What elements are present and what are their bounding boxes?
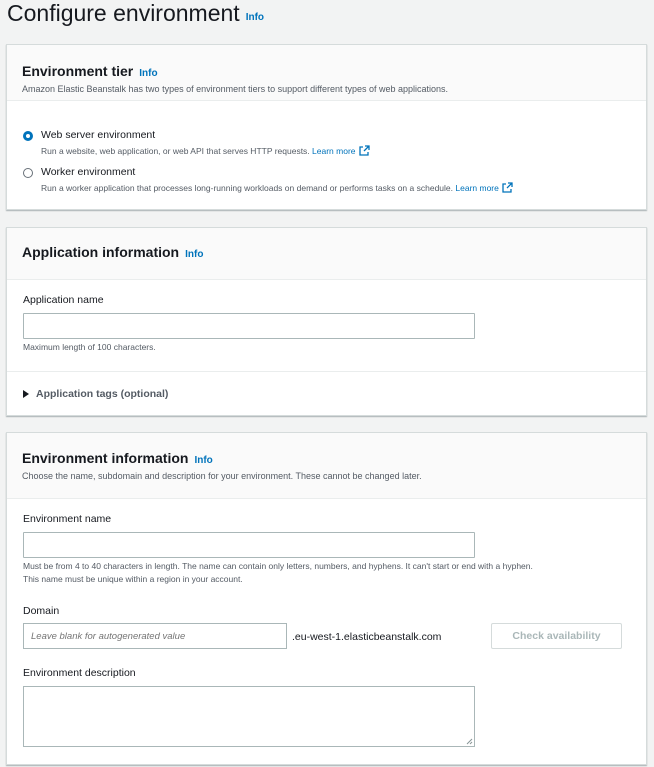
web-server-label: Web server environment: [41, 129, 156, 141]
page-info-link[interactable]: Info: [245, 12, 265, 23]
application-info-divider: [7, 371, 646, 372]
environment-info-description: Choose the name, subdomain and description for your environment. These cannot be changed later.: [22, 471, 422, 481]
worker-option[interactable]: [23, 166, 513, 193]
environment-info-header: [7, 433, 646, 499]
environment-tier-description: Amazon Elastic Beanstalk has two types of environment tiers to support different types of web applications.: [22, 84, 449, 94]
web-server-option[interactable]: [23, 129, 370, 156]
environment-name-hint: [23, 560, 633, 586]
environment-description-textarea[interactable]: [23, 686, 475, 747]
environment-tier-info-link[interactable]: Info: [139, 68, 158, 79]
external-link-icon: [502, 182, 513, 193]
application-info-title: Application information: [22, 244, 180, 260]
page-title: [7, 0, 264, 27]
environment-name-input[interactable]: [23, 532, 475, 558]
resize-grip-icon[interactable]: [466, 738, 473, 745]
worker-label: Worker environment: [41, 166, 136, 178]
environment-info-panel: [6, 432, 647, 765]
application-name-hint: Maximum length of 100 characters.: [23, 342, 156, 352]
web-server-description-text: Run a website, web application, or web API that serves HTTP requests.: [41, 146, 310, 156]
environment-description-label: Environment description: [23, 667, 136, 679]
caret-right-icon: [23, 390, 29, 398]
environment-info-info-link[interactable]: Info: [194, 455, 213, 466]
external-link-icon: [359, 145, 370, 156]
environment-tier-panel: [6, 44, 647, 210]
page-title-text: Configure environment: [7, 0, 240, 26]
domain-label: Domain: [23, 605, 60, 617]
environment-name-label: Environment name: [23, 513, 112, 525]
domain-suffix: .eu-west-1.elasticbeanstalk.com: [292, 631, 442, 643]
web-server-learn-more-link[interactable]: [312, 146, 369, 156]
check-availability-button[interactable]: Check availability: [491, 623, 622, 649]
application-info-info-link[interactable]: Info: [185, 249, 204, 260]
worker-learn-more-link[interactable]: [455, 183, 512, 193]
application-name-input[interactable]: [23, 313, 475, 339]
application-tags-label: Application tags (optional): [36, 388, 169, 400]
environment-tier-title: Environment tier: [22, 63, 134, 79]
application-info-panel: [6, 227, 647, 416]
application-info-header: [7, 228, 646, 280]
worker-learn-more-label: Learn more: [455, 183, 499, 193]
web-server-radio[interactable]: [23, 131, 33, 141]
worker-description-text: Run a worker application that processes long-running workloads on demand or performs tasks on a schedule.: [41, 183, 454, 193]
environment-name-hint-line-1: Must be from 4 to 40 characters in length. The name can contain only letters, numbers, and hyphens. It can't start or end with a hyphen.: [23, 561, 533, 571]
application-tags-expander[interactable]: [23, 388, 168, 400]
domain-input[interactable]: [23, 623, 287, 649]
worker-radio[interactable]: [23, 168, 33, 178]
worker-description: [41, 182, 513, 193]
environment-tier-header: [7, 45, 646, 101]
web-server-description: [41, 145, 370, 156]
application-name-label: Application name: [23, 294, 104, 306]
web-server-learn-more-label: Learn more: [312, 146, 356, 156]
environment-info-title: Environment information: [22, 450, 189, 466]
environment-name-hint-line-2: This name must be unique within a region in your account.: [23, 574, 243, 584]
